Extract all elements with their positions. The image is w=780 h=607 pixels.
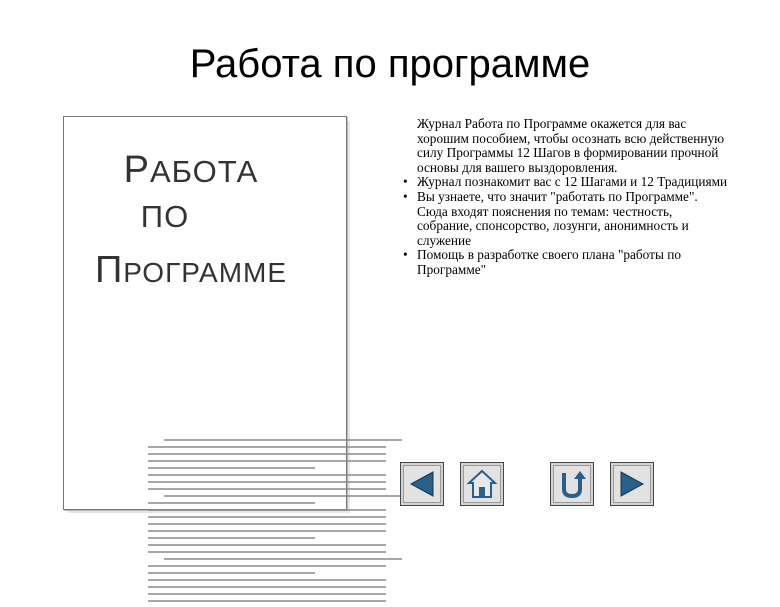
cover-text-line: [148, 446, 386, 448]
cover-text-line: [148, 544, 386, 546]
cover-text-line: [148, 502, 315, 504]
cover-text-line: [148, 460, 386, 462]
cover-title-line-2: ПО: [140, 199, 190, 234]
cover-text-line: [148, 600, 386, 602]
cover-text-line: [148, 586, 386, 588]
cover-text-line: [148, 467, 315, 469]
list-item: • Вы узнаете, что значит "работать по Программе". Сюда входят пояснения по темам: честность, собрание, спонсорство, лозунги, анонимность и служение: [400, 190, 730, 248]
list-item: Журнал Работа по Программе окажется для вас хорошим пособием, чтобы осознать всю действенную силу Программы 12 Шагов в формировании прочной основы для вашего выздоровления.: [417, 116, 725, 175]
home-button[interactable]: [460, 462, 504, 506]
next-icon: [613, 465, 651, 503]
book-cover-image: [63, 116, 347, 510]
cover-text-line: [148, 453, 386, 455]
cover-text-line: [148, 474, 386, 476]
slide-title: Работа по программе: [189, 42, 591, 86]
cover-text-line: [164, 439, 402, 441]
cover-text-line: [148, 530, 386, 532]
home-icon: [463, 465, 501, 503]
list-item: • Помощь в разработке своего плана "работы по Программе": [400, 248, 730, 277]
cover-text-line: [164, 558, 402, 560]
cover-text-line: [148, 488, 386, 490]
cover-text-line: [148, 579, 386, 581]
cover-text-line: [148, 551, 386, 553]
cover-body-text-lines: [148, 439, 386, 607]
cover-title-line-3: ПРОГРАММЕ: [94, 249, 288, 291]
cover-text-line: [164, 495, 402, 497]
cover-text-line: [148, 537, 315, 539]
cover-text-line: [148, 572, 315, 574]
next-button[interactable]: [610, 462, 654, 506]
return-button[interactable]: [550, 462, 594, 506]
cover-text-line: [148, 516, 386, 518]
return-icon: [553, 465, 591, 503]
cover-text-line: [148, 593, 386, 595]
cover-text-line: [148, 523, 386, 525]
cover-text-line: [148, 565, 386, 567]
previous-icon: [403, 465, 441, 503]
bullet-list: [400, 117, 730, 278]
list-item: • Журнал познакомит вас с 12 Шагами и 12 Традициями: [400, 175, 730, 190]
previous-button[interactable]: [400, 462, 444, 506]
cover-text-line: [148, 509, 386, 511]
cover-title-line-1: РАБОТА: [123, 149, 259, 191]
cover-text-line: [148, 481, 386, 483]
